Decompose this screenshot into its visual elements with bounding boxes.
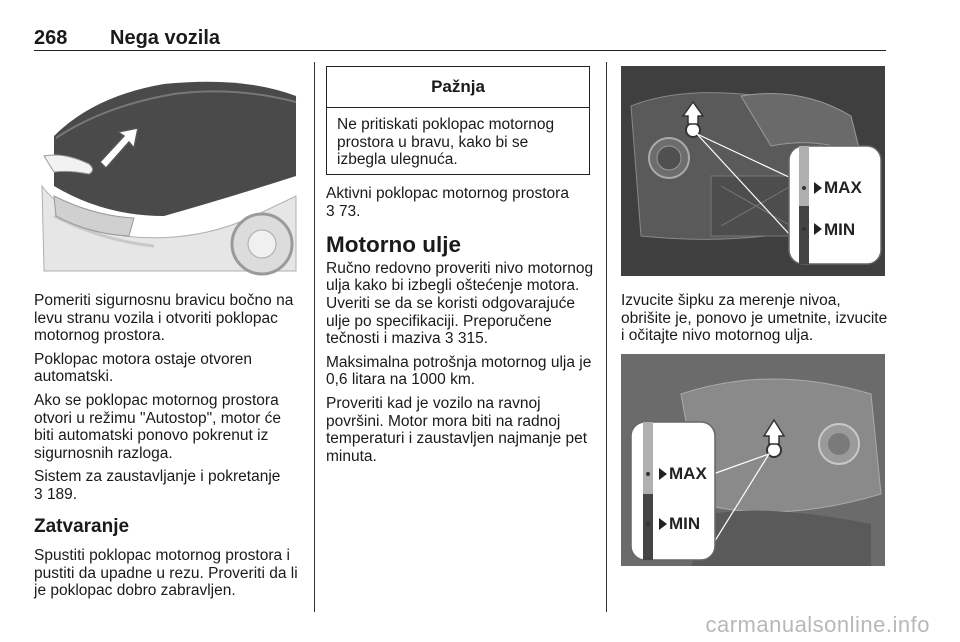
page-title: Nega vozila bbox=[110, 27, 221, 49]
stop-start-page-ref[interactable]: 189. bbox=[46, 485, 78, 503]
dipstick-min-label-bottom: MIN bbox=[669, 514, 701, 533]
watermark: carmanualsonline.info bbox=[705, 612, 930, 637]
engine-bay-illustration-top bbox=[621, 66, 885, 276]
ref-symbol: 3 bbox=[326, 202, 335, 220]
active-hood-text: Aktivni poklopac motornog prostora bbox=[326, 185, 569, 202]
column-divider-1 bbox=[314, 62, 315, 612]
fluids-page-ref[interactable]: 315. bbox=[457, 330, 488, 348]
column-3-text bbox=[621, 292, 889, 351]
engine-bay-illustration-bottom bbox=[621, 354, 885, 566]
dipstick-max-label-bottom: MAX bbox=[669, 464, 707, 483]
page-number: 268 bbox=[34, 27, 68, 49]
column-2-text bbox=[326, 185, 594, 471]
paragraph-stop-start-ref bbox=[34, 468, 302, 503]
notice-body: Ne pritiskati poklopac motornog prostora u bravu, kako bi se izbegla ulegnuća. bbox=[337, 116, 555, 169]
dipstick-min-label-top: MIN bbox=[824, 220, 856, 239]
check-oil-text: Ručno redovno proveriti nivo motornog ulja kako bi izbegli oštećenje motora. Uveriti se da se koristi odgovarajuće ulje po specifikaciji. Preporučene tečnosti i maziva bbox=[326, 259, 594, 348]
notice-title: Pažnja bbox=[327, 67, 589, 108]
ref-symbol: 3 bbox=[444, 330, 454, 348]
paragraph-oil-consumption: Maksimalna potrošnja motornog ulja je 0,6 litara na 1000 km. bbox=[326, 353, 592, 389]
hood-illustration bbox=[34, 66, 298, 276]
column-divider-2 bbox=[606, 62, 607, 612]
paragraph-open-hood: Pomeriti sigurnosnu bravicu bočno na levu stranu vozila i otvoriti poklopac motornog prostora. bbox=[34, 292, 294, 345]
paragraph-closing: Spustiti poklopac motornog prostora i pustiti da upadne u rezu. Proveriti da li je poklopac dobro zabravljen. bbox=[34, 547, 298, 600]
header-rule bbox=[34, 50, 886, 51]
stop-start-text: Sistem za zaustavljanje i pokretanje bbox=[34, 468, 281, 486]
notice-box bbox=[326, 66, 590, 175]
dipstick-max-label-top: MAX bbox=[824, 178, 862, 197]
paragraph-active-hood-ref bbox=[326, 185, 594, 220]
paragraph-autostop: Ako se poklopac motornog prostora otvori u režimu "Autostop", motor će biti automatski ponovo pokrenut iz sigurnosnih razloga. bbox=[34, 391, 282, 462]
column-1-text bbox=[34, 292, 302, 606]
section-heading-engine-oil: Motorno ulje bbox=[326, 232, 461, 258]
paragraph-read-dipstick: Izvucite šipku za merenje nivoa, obrišite je, ponovo je umetnite, izvucite i očitajte nivo motornog ulja. bbox=[621, 292, 888, 345]
paragraph-hood-stays-open: Poklopac motora ostaje otvoren automatski. bbox=[34, 350, 252, 386]
ref-symbol: 3 bbox=[34, 485, 43, 503]
paragraph-check-conditions: Proveriti kad je vozilo na ravnoj površini. Motor mora biti na radnoj temperaturi i zaustavljen najmanje pet minuta. bbox=[326, 394, 588, 465]
section-heading-closing: Zatvaranje bbox=[34, 515, 130, 537]
active-hood-page-ref[interactable]: 73. bbox=[338, 202, 361, 220]
paragraph-check-oil bbox=[326, 260, 594, 348]
